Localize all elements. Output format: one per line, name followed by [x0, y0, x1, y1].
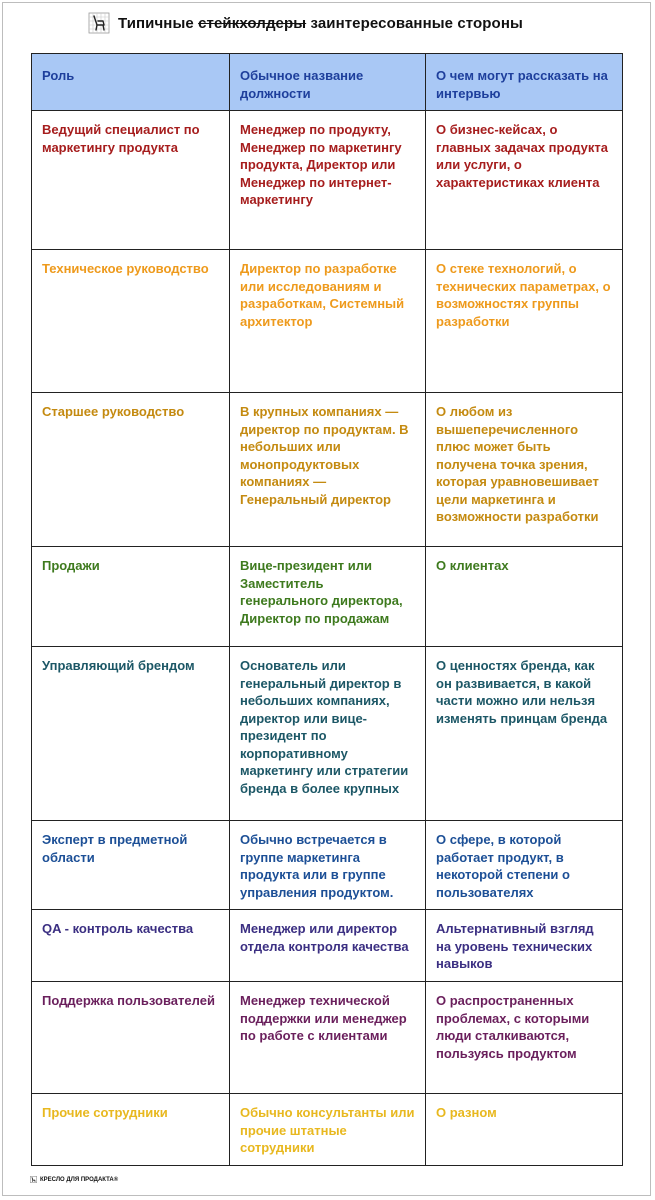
role-cell: QA - контроль качества: [32, 910, 230, 982]
job-title-cell: Директор по разработке или исследованиям и разработкам, Системный архитектор: [230, 250, 426, 393]
row-sales: [32, 547, 623, 647]
row-domain-expert: [32, 821, 623, 910]
role-cell: Техническое руководство: [32, 250, 230, 393]
job-title-cell: Основатель или генеральный директор в небольших компаниях, директор или вице-президент по корпоративному маркетингу или стратегии бренда в более крупных: [230, 647, 426, 821]
interview-topics-cell: Альтернативный взгляд на уровень технических навыков: [426, 910, 623, 982]
interview-topics-cell: О сфере, в которой работает продукт, в некоторой степени о пользователях: [426, 821, 623, 910]
job-title-cell: Менеджер технической поддержки или менеджер по работе с клиентами: [230, 982, 426, 1094]
job-title-cell: Вице-президент или Заместитель генерального директора, Директор по продажам: [230, 547, 426, 647]
interview-topics-cell: О ценностях бренда, как он развивается, в какой части можно или нельзя изменять принцам бренда: [426, 647, 623, 821]
role-cell: Поддержка пользователей: [32, 982, 230, 1094]
interview-topics-cell: О разном: [426, 1094, 623, 1166]
chair-logo-icon: [88, 12, 110, 34]
job-title-cell: Менеджер или директор отдела контроля качества: [230, 910, 426, 982]
interview-topics-cell: О распространенных проблемах, с которыми люди сталкиваются, пользуясь продуктом: [426, 982, 623, 1094]
chair-logo-small-icon: [30, 1176, 37, 1183]
footer-brand: КРЕСЛО ДЛЯ ПРОДАКТА®: [40, 1176, 119, 1183]
role-cell: Ведущий специалист по маркетингу продукта: [32, 111, 230, 250]
title-suffix: заинтересованные стороны: [306, 14, 523, 32]
title-struck-word: стейкхолдеры: [198, 14, 307, 32]
role-cell: Эксперт в предметной области: [32, 821, 230, 910]
row-senior-management: [32, 393, 623, 547]
interview-topics-cell: О бизнес-кейсах, о главных задачах продукта или услуги, о характеристиках клиента: [426, 111, 623, 250]
row-tech-leadership: [32, 250, 623, 393]
role-cell: Продажи: [32, 547, 230, 647]
row-brand-manager: [32, 647, 623, 821]
job-title-cell: Обычно консультанты или прочие штатные сотрудники: [230, 1094, 426, 1166]
interview-topics-cell: О стеке технологий, о технических параметрах, о возможностях группы разработки: [426, 250, 623, 393]
job-title-cell: Менеджер по продукту, Менеджер по маркетингу продукта, Директор или Менеджер по интернет-маркетингу: [230, 111, 426, 250]
job-title-cell: В крупных компаниях — директор по продуктам. В небольших или монопродуктовых компаниях — Генеральный директор: [230, 393, 426, 547]
role-cell: Прочие сотрудники: [32, 1094, 230, 1166]
title-row: [88, 11, 523, 35]
role-cell: Старшее руководство: [32, 393, 230, 547]
row-qa: [32, 910, 623, 982]
title-prefix: Типичные: [118, 14, 199, 32]
job-title-cell: Обычно встречается в группе маркетинга продукта или в группе управления продуктом.: [230, 821, 426, 910]
row-user-support: [32, 982, 623, 1094]
footer: [30, 1176, 118, 1183]
table-header-row: [32, 54, 623, 111]
header-role: Роль: [32, 54, 230, 111]
header-interview-topics: О чем могут рассказать на интервью: [426, 54, 623, 111]
interview-topics-cell: О любом из вышеперечисленного плюс может быть получена точка зрения, которая уравновешивает цели маркетинга и возможности разработки: [426, 393, 623, 547]
header-job-title: Обычное название должности: [230, 54, 426, 111]
row-other-staff: [32, 1094, 623, 1166]
row-product-marketing: [32, 111, 623, 250]
stakeholders-table: [31, 53, 623, 1166]
role-cell: Управляющий брендом: [32, 647, 230, 821]
interview-topics-cell: О клиентах: [426, 547, 623, 647]
page-title: [118, 15, 523, 32]
